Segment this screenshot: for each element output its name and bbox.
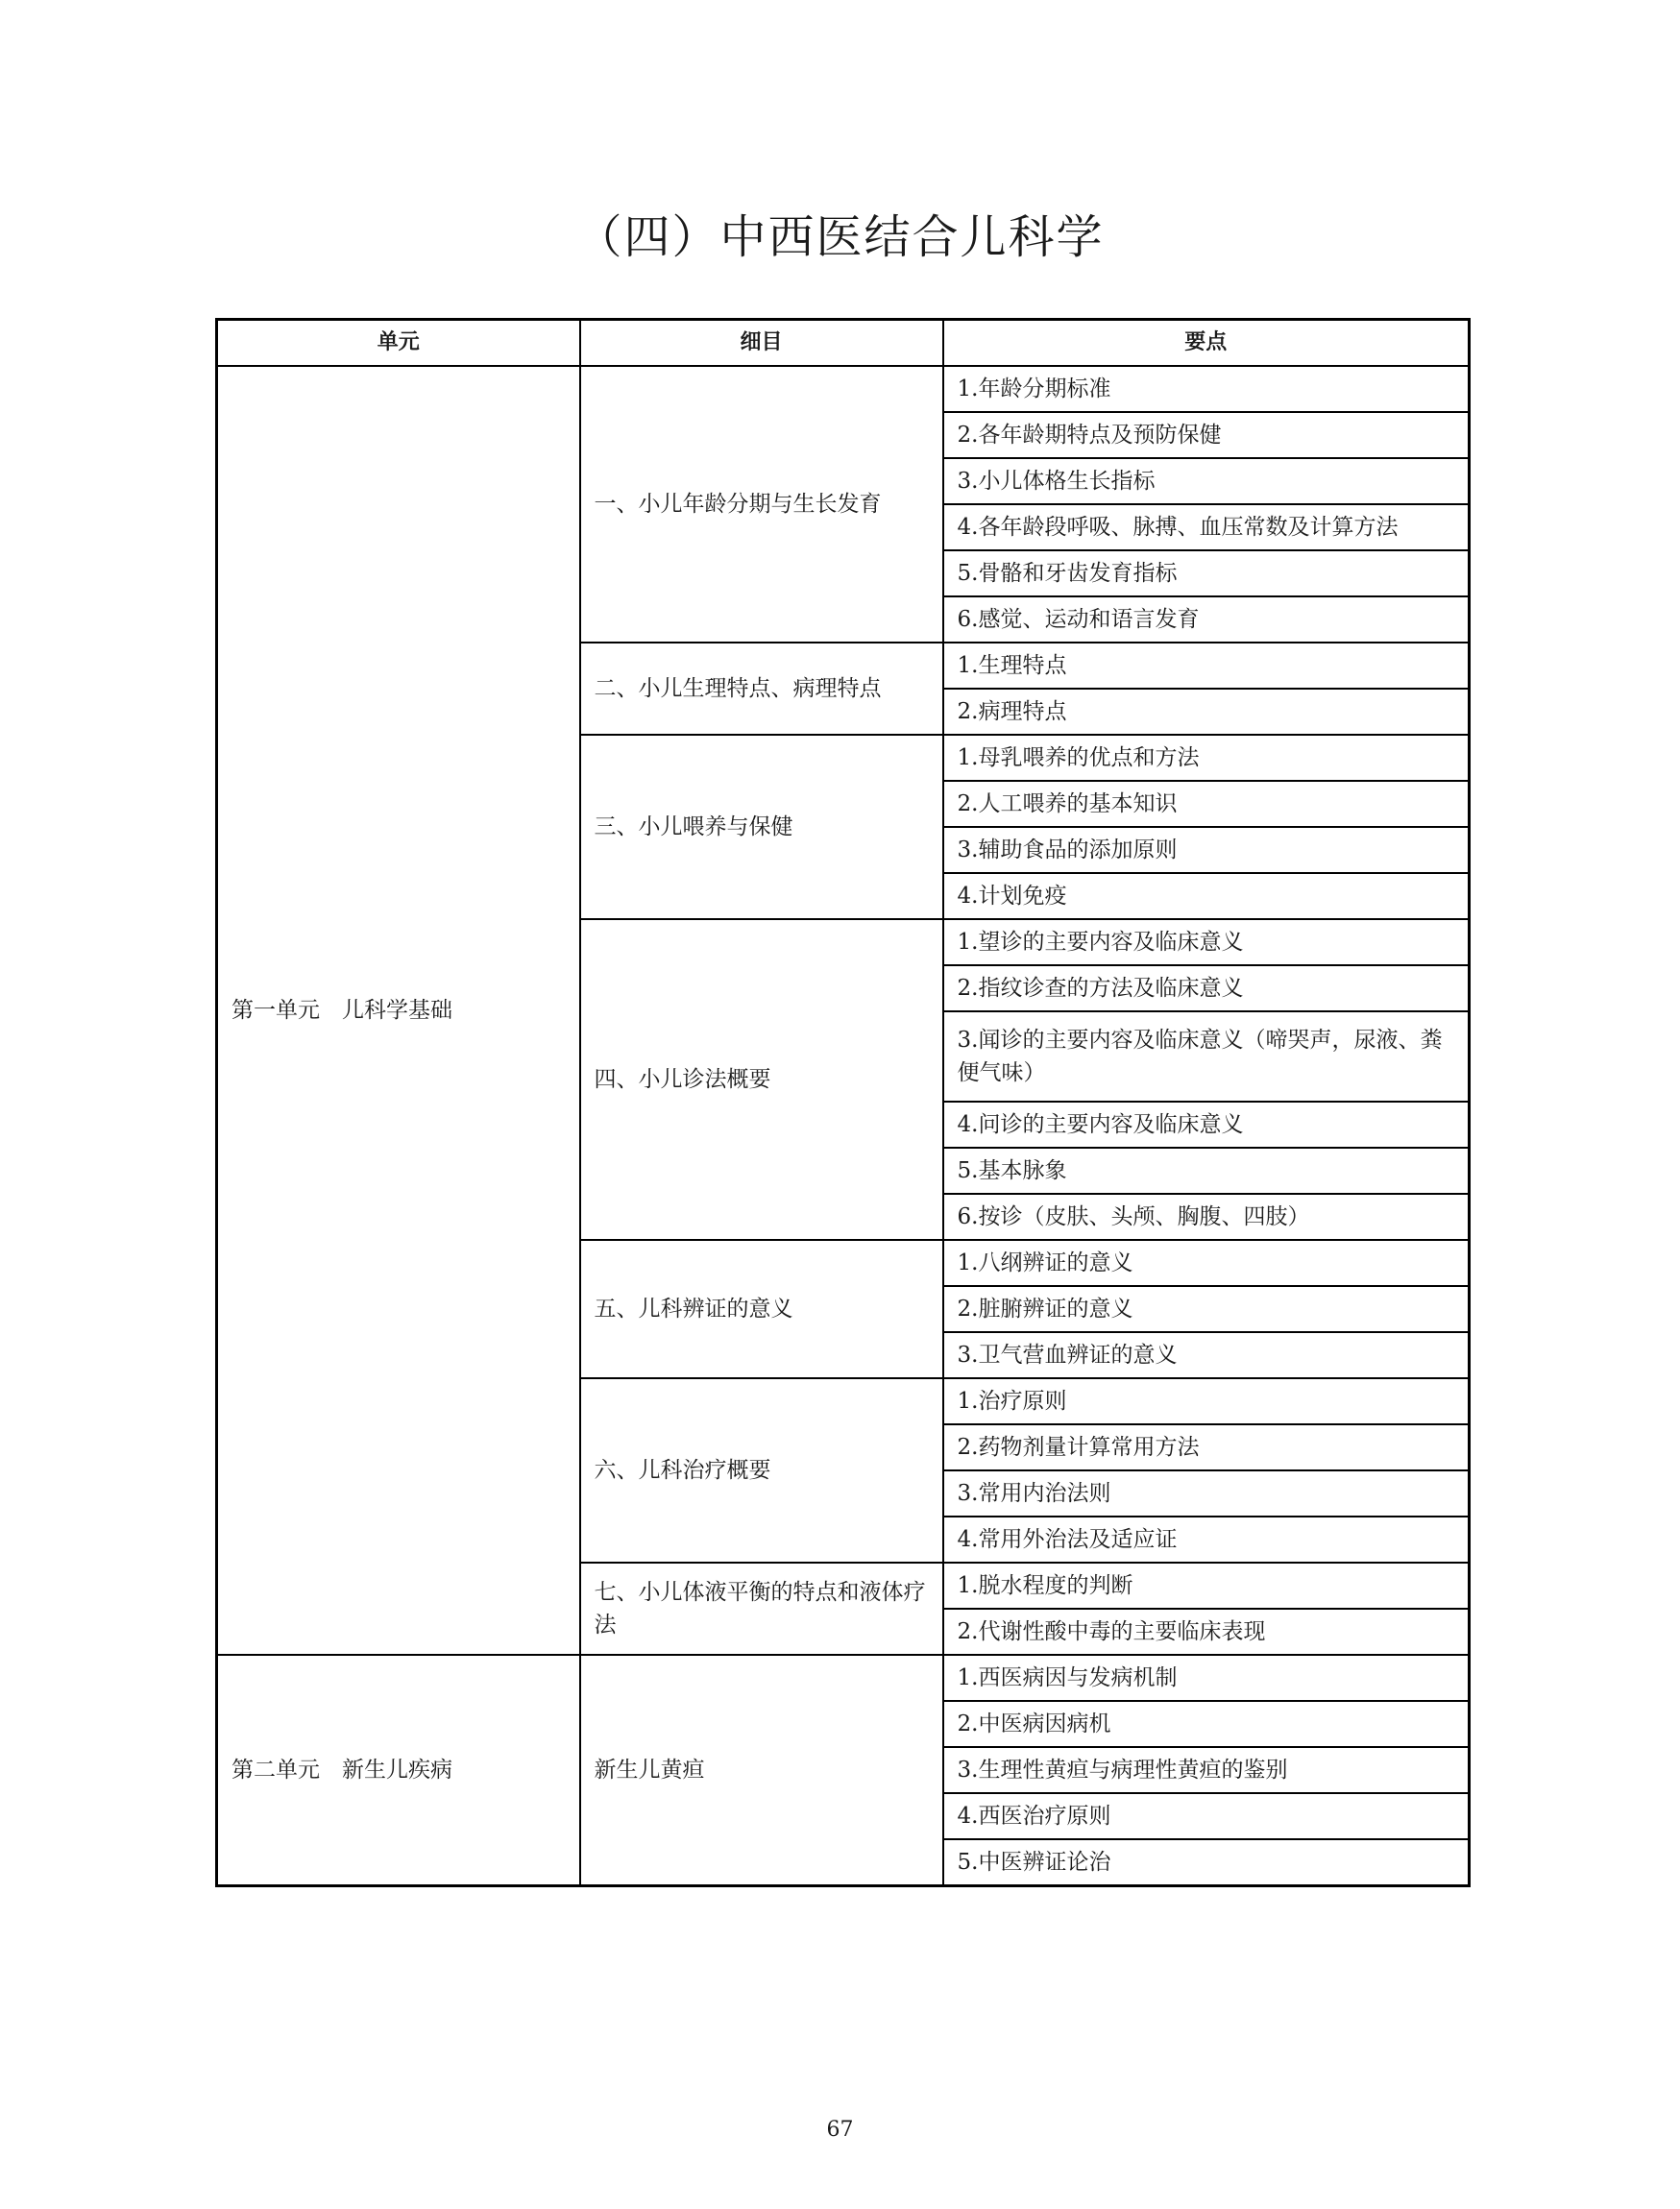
- item-cell: 五、儿科辨证的意义: [580, 1240, 943, 1378]
- unit-cell: 第二单元 新生儿疾病: [217, 1655, 580, 1886]
- point-cell: 2.各年龄期特点及预防保健: [943, 412, 1470, 458]
- point-cell: 5.基本脉象: [943, 1148, 1470, 1194]
- header-item: 细目: [580, 320, 943, 367]
- unit-cell: 第一单元 儿科学基础: [217, 366, 580, 1655]
- point-cell: 1.母乳喂养的优点和方法: [943, 735, 1470, 781]
- point-cell: 2.人工喂养的基本知识: [943, 781, 1470, 827]
- point-cell: 1.望诊的主要内容及临床意义: [943, 919, 1470, 965]
- point-cell: 6.按诊（皮肤、头颅、胸腹、四肢）: [943, 1194, 1470, 1240]
- table-body: [217, 366, 1470, 1886]
- point-cell: 1.年龄分期标准: [943, 366, 1470, 412]
- point-cell: 1.治疗原则: [943, 1378, 1470, 1424]
- point-cell: 2.脏腑辨证的意义: [943, 1286, 1470, 1332]
- header-row: [217, 320, 1470, 367]
- point-cell: 1.脱水程度的判断: [943, 1563, 1470, 1609]
- item-cell: 六、儿科治疗概要: [580, 1378, 943, 1563]
- table-row: [217, 366, 1470, 412]
- page-title: （四）中西医结合儿科学: [575, 210, 1105, 264]
- header-point: 要点: [943, 320, 1470, 367]
- point-cell: 4.问诊的主要内容及临床意义: [943, 1102, 1470, 1148]
- point-cell: 3.卫气营血辨证的意义: [943, 1332, 1470, 1378]
- point-cell: 1.八纲辨证的意义: [943, 1240, 1470, 1286]
- point-cell: 3.生理性黄疸与病理性黄疸的鉴别: [943, 1747, 1470, 1793]
- header-unit: 单元: [217, 320, 580, 367]
- point-cell: 4.西医治疗原则: [943, 1793, 1470, 1839]
- point-cell: 4.常用外治法及适应证: [943, 1517, 1470, 1563]
- point-cell: 3.小儿体格生长指标: [943, 458, 1470, 504]
- point-cell: 1.生理特点: [943, 643, 1470, 689]
- point-cell: 3.常用内治法则: [943, 1470, 1470, 1517]
- item-cell: 七、小儿体液平衡的特点和液体疗法: [580, 1563, 943, 1655]
- point-cell: 3.辅助食品的添加原则: [943, 827, 1470, 873]
- point-cell: 2.中医病因病机: [943, 1701, 1470, 1747]
- point-cell: 5.骨骼和牙齿发育指标: [943, 550, 1470, 596]
- point-cell: 2.指纹诊查的方法及临床意义: [943, 965, 1470, 1011]
- page-number: 67: [826, 2118, 854, 2142]
- syllabus-table: [215, 318, 1471, 1887]
- point-cell: 1.西医病因与发病机制: [943, 1655, 1470, 1701]
- item-cell: 四、小儿诊法概要: [580, 919, 943, 1240]
- point-cell: 6.感觉、运动和语言发育: [943, 596, 1470, 643]
- item-cell: 二、小儿生理特点、病理特点: [580, 643, 943, 735]
- point-cell: 2.药物剂量计算常用方法: [943, 1424, 1470, 1470]
- point-cell: 2.病理特点: [943, 689, 1470, 735]
- point-cell: 4.计划免疫: [943, 873, 1470, 919]
- point-cell: 4.各年龄段呼吸、脉搏、血压常数及计算方法: [943, 504, 1470, 550]
- item-cell: 一、小儿年龄分期与生长发育: [580, 366, 943, 643]
- table-row: [217, 1655, 1470, 1701]
- point-cell: 3.闻诊的主要内容及临床意义（啼哭声，尿液、粪便气味）: [943, 1011, 1470, 1102]
- point-cell: 5.中医辨证论治: [943, 1839, 1470, 1886]
- item-cell: 新生儿黄疸: [580, 1655, 943, 1886]
- point-cell: 2.代谢性酸中毒的主要临床表现: [943, 1609, 1470, 1655]
- item-cell: 三、小儿喂养与保健: [580, 735, 943, 919]
